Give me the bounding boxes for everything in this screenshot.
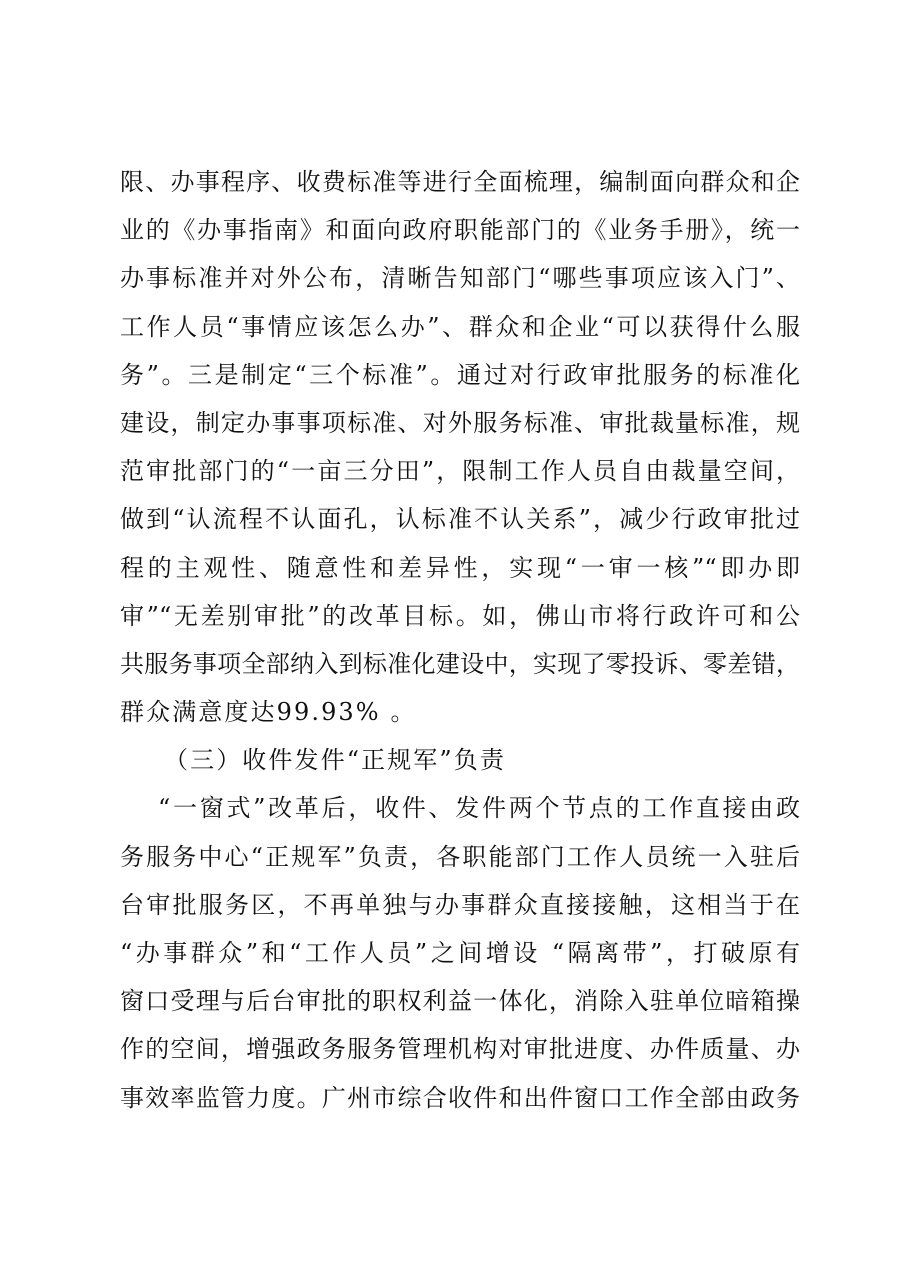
text-line: 作的空间，增强政务服务管理机构对审批进度、办件质量、办 <box>120 1035 800 1064</box>
text-line: 办事标准并对外公布，清晰告知部门“哪些事项应该入门”、 <box>120 264 800 293</box>
text-line: 限、办事程序、收费标准等进行全面梳理，编制面向群众和企 <box>120 168 800 196</box>
body-text <box>120 158 800 1122</box>
text-line: 程的主观性、随意性和差异性，实现“一审一核”“即办即 <box>120 553 800 582</box>
text-line: 范审批部门的“一亩三分田”，限制工作人员自由裁量空间， <box>120 457 800 486</box>
text-line: 台审批服务区，不再单独与办事群众直接接触，这相当于在 <box>120 890 800 919</box>
text-line: 业的《办事指南》和面向政府职能部门的《业务手册》，统一 <box>120 216 800 245</box>
text-line: 建设，制定办事事项标准、对外服务标准、审批裁量标准，规 <box>120 408 800 437</box>
text-line: 务”。三是制定“三个标准”。通过对行政审批服务的标准化 <box>120 360 800 389</box>
text-line: 工作人员“事情应该怎么办”、群众和企业“可以获得什么服 <box>120 312 800 341</box>
text-line: “一窗式”改革后，收件、发件两个节点的工作直接由政 <box>158 794 800 823</box>
text-line: 审”“无差别审批”的改革目标。如，佛山市将行政许可和公 <box>120 601 800 630</box>
text-line: 共服务事项全部纳入到标准化建设中，实现了零投诉、零差错， <box>120 649 800 678</box>
text-line: 做到“认流程不认面孔，认标准不认关系”，减少行政审批过 <box>120 505 800 534</box>
text-line: 窗口受理与后台审批的职权利益一体化，消除入驻单位暗箱操 <box>120 987 800 1016</box>
text-line: 事效率监管力度。广州市综合收件和出件窗口工作全部由政务 <box>120 1083 800 1112</box>
section-heading: （三）收件发件“正规军”负责 <box>164 746 506 775</box>
text-line: 务服务中心“正规军”负责，各职能部门工作人员统一入驻后 <box>120 842 800 871</box>
text-line: “办事群众”和“工作人员”之间增设 “隔离带”，打破原有 <box>120 939 800 967</box>
text-line: 群众满意度达99.93% 。 <box>120 698 417 727</box>
